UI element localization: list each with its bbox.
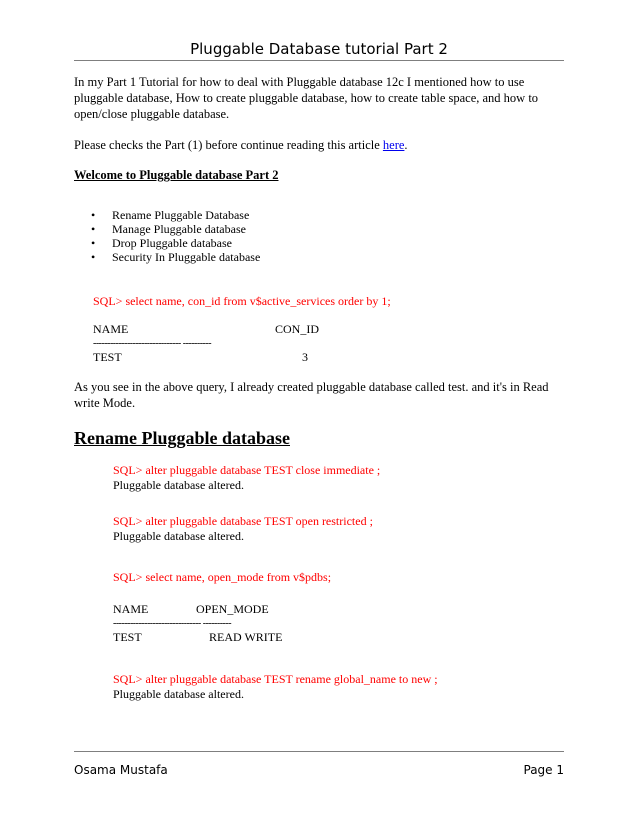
rename-dashes: ------------------------------- ----------	[113, 618, 232, 629]
check-part-text: Please checks the Part (1) before continue reading this article	[74, 138, 383, 152]
topic-item: • Rename Pluggable Database	[91, 208, 250, 222]
topics-list	[74, 208, 260, 264]
query1-row-name: TEST	[93, 350, 122, 364]
query1-dashes: ------------------------------- ----------	[93, 338, 212, 349]
query1-col-name: NAME	[93, 322, 129, 336]
bullet-icon: •	[91, 222, 96, 236]
intro-paragraph: In my Part 1 Tutorial for how to deal with Pluggable database 12c I mentioned how to use pluggable database, How to create pluggable database, how to create table space, and how to open/close pluggable database.	[74, 75, 539, 121]
rename-heading-text: Rename Pluggable database	[74, 428, 290, 448]
after-query-paragraph: As you see in the above query, I already created pluggable database called test. and it's in Read write Mode.	[74, 380, 549, 410]
bullet-icon: •	[91, 250, 96, 264]
topic-item: • Security In Pluggable database	[91, 250, 261, 264]
intro-section	[74, 74, 554, 122]
rename-col-openmode: OPEN_MODE	[196, 602, 269, 616]
rename-col-name: NAME	[113, 602, 149, 616]
check-part-line	[74, 137, 554, 153]
rename-result-close: Pluggable database altered.	[113, 478, 244, 492]
here-link[interactable]: here	[382, 138, 405, 152]
topics-list-container	[74, 208, 260, 264]
query1-col-conid: CON_ID	[275, 322, 319, 336]
bullet-icon: •	[91, 236, 96, 250]
bullet-icon: •	[91, 208, 96, 222]
rename-sql-open: SQL> alter pluggable database TEST open restricted ;	[113, 514, 373, 528]
page-header-title: Pluggable Database tutorial Part 2	[190, 40, 448, 58]
welcome-heading-text: Welcome to Pluggable database Part 2	[74, 168, 279, 182]
check-part-end: .	[404, 138, 408, 152]
rename-sql-close: SQL> alter pluggable database TEST close immediate ;	[113, 463, 381, 477]
after-query-section	[74, 379, 554, 411]
rename-row-value: READ WRITE	[209, 630, 283, 644]
rename-sql-globalname: SQL> alter pluggable database TEST rename global_name to new ;	[113, 672, 438, 686]
footer-page-number: Page 1	[523, 763, 564, 777]
query1-row-value: 3	[302, 350, 308, 364]
footer-rule	[74, 751, 564, 752]
topic-item: • Manage Pluggable database	[91, 222, 246, 236]
header-rule	[74, 60, 564, 61]
query1-sql: SQL> select name, con_id from v$active_services order by 1;	[93, 294, 391, 308]
topic-item: • Drop Pluggable database	[91, 236, 232, 250]
welcome-heading	[74, 166, 279, 184]
rename-sql-select: SQL> select name, open_mode from v$pdbs;	[113, 570, 332, 584]
footer-author: Osama Mustafa	[74, 763, 168, 777]
rename-result-open: Pluggable database altered.	[113, 529, 244, 543]
rename-row-name: TEST	[113, 630, 142, 644]
rename-result-globalname: Pluggable database altered.	[113, 687, 244, 701]
rename-heading	[74, 428, 290, 449]
